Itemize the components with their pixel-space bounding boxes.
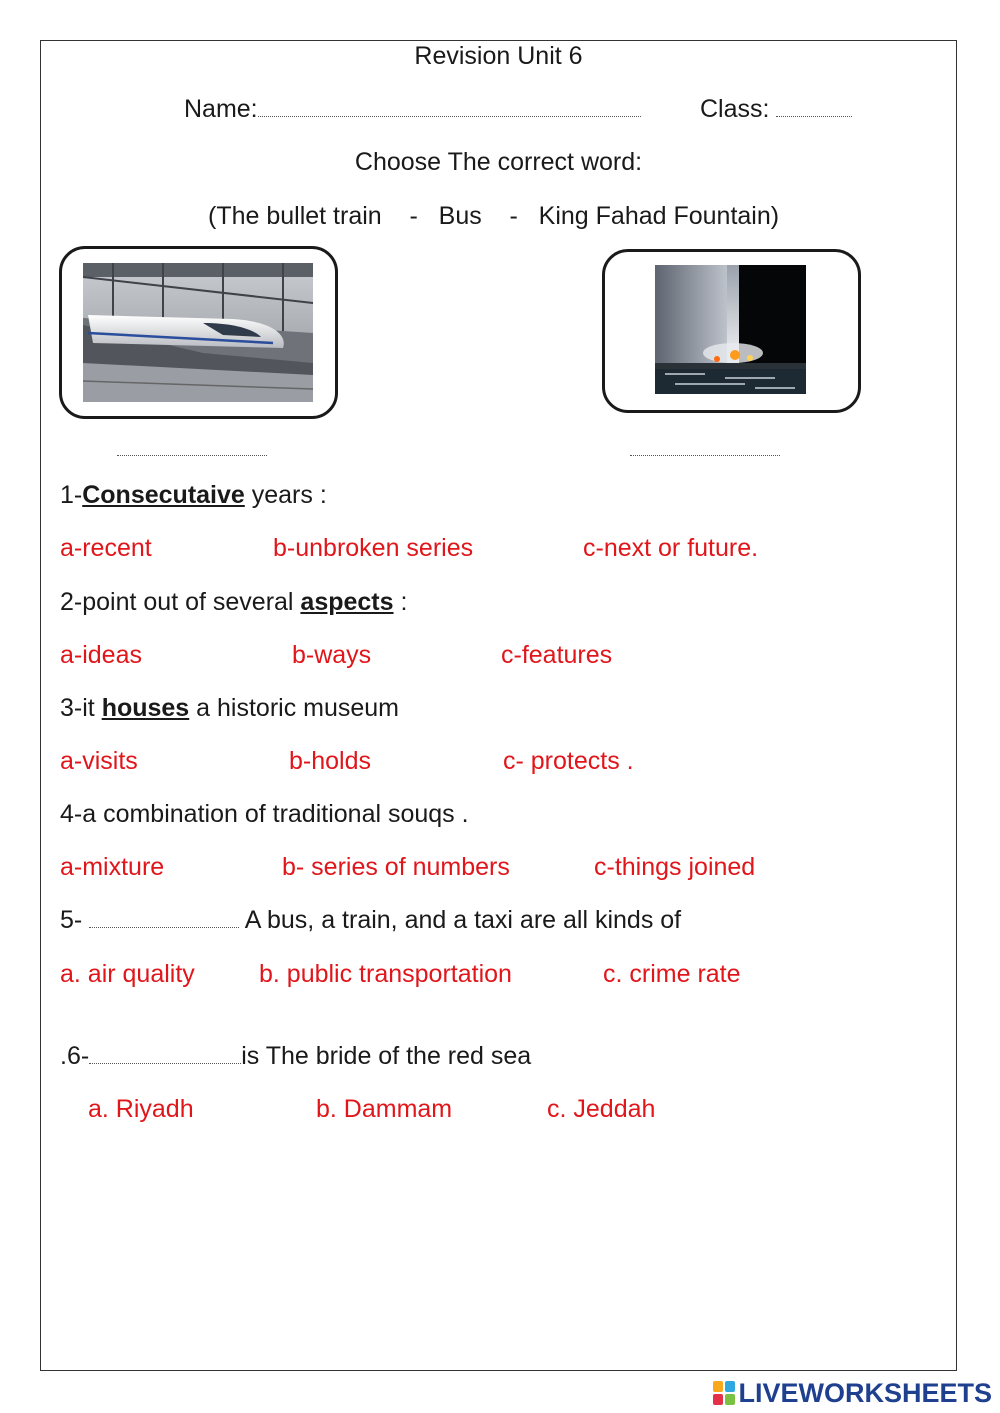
question-2 <box>60 587 407 617</box>
name-blank[interactable] <box>258 98 641 117</box>
liveworksheets-logo-icon <box>713 1381 735 1405</box>
fountain-answer-blank[interactable] <box>630 437 780 461</box>
q6-option-c[interactable]: c. Jeddah <box>547 1095 656 1123</box>
train-answer-blank[interactable] <box>117 437 267 461</box>
q4-option-c[interactable]: c-things joined <box>594 853 756 881</box>
name-row <box>184 94 641 124</box>
q3-option-a[interactable]: a-visits <box>60 747 138 775</box>
question-6-number: .6- <box>60 1042 90 1070</box>
king-fahad-fountain-photo <box>655 265 806 394</box>
question-6-text: is The bride of the red sea <box>241 1042 532 1070</box>
question-6 <box>60 1041 531 1071</box>
question-1 <box>60 480 327 510</box>
liveworksheets-logo[interactable] <box>713 1376 992 1410</box>
q6-option-b[interactable]: b. Dammam <box>316 1095 453 1123</box>
question-5 <box>60 905 681 935</box>
q4-option-a[interactable]: a-mixture <box>60 853 165 881</box>
q3-option-c[interactable]: c- protects . <box>503 747 634 775</box>
question-1-number: 1- <box>60 481 83 509</box>
question-3-keyword: houses <box>101 694 190 722</box>
question-5-number: 5- <box>60 906 83 934</box>
q5-option-a[interactable]: a. air quality <box>60 960 195 988</box>
instruction: Choose The correct word: <box>354 148 643 176</box>
question-2-suffix: : <box>393 588 408 616</box>
class-blank[interactable] <box>776 98 852 117</box>
question-1-text: years : <box>244 481 327 509</box>
question-2-keyword: aspects <box>300 588 394 616</box>
question-5-blank[interactable] <box>89 913 239 928</box>
q1-option-c[interactable]: c-next or future. <box>583 534 759 562</box>
q1-option-a[interactable]: a-recent <box>60 534 152 562</box>
q6-option-a[interactable]: a. Riyadh <box>88 1095 194 1123</box>
class-label: Class: <box>700 95 770 123</box>
q2-option-a[interactable]: a-ideas <box>60 641 142 669</box>
q5-option-c[interactable]: c. crime rate <box>603 960 741 988</box>
q3-option-b[interactable]: b-holds <box>289 747 371 775</box>
class-row <box>700 94 852 124</box>
liveworksheets-logo-text: LIVEWORKSHEETS <box>738 1377 992 1408</box>
question-6-blank[interactable] <box>89 1049 241 1064</box>
question-4: 4-a combination of traditional souqs . <box>60 800 469 828</box>
q2-option-b[interactable]: b-ways <box>292 641 372 669</box>
question-3-text: 3-it <box>60 694 102 722</box>
worksheet-page <box>40 40 957 1371</box>
question-2-text: 2-point out of several <box>60 588 301 616</box>
question-3-suffix: a historic museum <box>189 694 400 722</box>
question-5-text: A bus, a train, and a taxi are all kinds of <box>239 906 682 934</box>
bullet-train-photo <box>83 263 313 402</box>
question-3 <box>60 693 399 723</box>
worksheet-title: Revision Unit 6 <box>414 42 583 70</box>
name-label: Name: <box>184 95 258 123</box>
q2-option-c[interactable]: c-features <box>501 641 613 669</box>
q4-option-b[interactable]: b- series of numbers <box>282 853 510 881</box>
q5-option-b[interactable]: b. public transportation <box>259 960 512 988</box>
q1-option-b[interactable]: b-unbroken series <box>273 534 474 562</box>
question-1-keyword: Consecutaive <box>82 481 245 509</box>
word-bank: (The bullet train - Bus - King Fahad Fountain) <box>208 202 780 230</box>
